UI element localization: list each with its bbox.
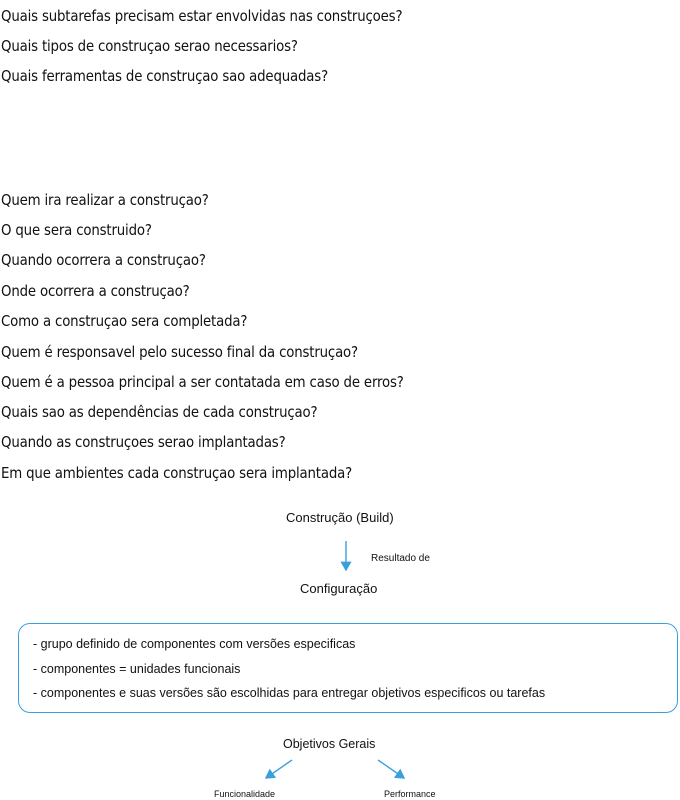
- result-of-label: Resultado de: [371, 553, 430, 564]
- question-line: Como a construçao sera completada?: [1, 312, 248, 330]
- question-line: Quando ocorrera a construçao?: [1, 251, 206, 269]
- question-line: Quais tipos de construçao serao necessarios?: [1, 37, 298, 55]
- right-goal-arrow: [378, 760, 404, 778]
- build-label: Construção (Build): [286, 510, 394, 525]
- goals-label: Objetivos Gerais: [283, 737, 376, 751]
- question-line: O que sera construido?: [1, 221, 152, 239]
- question-line: Quais ferramentas de construçao sao adequadas?: [1, 67, 328, 85]
- question-line: Quem é a pessoa principal a ser contatada em caso de erros?: [1, 373, 404, 391]
- box-line: - grupo definido de componentes com versões especificas: [33, 637, 356, 651]
- question-line: Quais sao as dependências de cada construçao?: [1, 403, 318, 421]
- box-line: - componentes = unidades funcionais: [33, 662, 241, 676]
- goal-performance: Performance: [384, 789, 436, 799]
- question-line: Em que ambientes cada construçao sera implantada?: [1, 464, 353, 482]
- left-goal-arrow: [266, 760, 292, 778]
- question-line: Quando as construçoes serao implantadas?: [1, 433, 286, 451]
- config-label: Configuração: [300, 581, 378, 596]
- question-line: Quem ira realizar a construçao?: [1, 191, 209, 209]
- question-line: Quais subtarefas precisam estar envolvidas nas construçoes?: [1, 7, 403, 25]
- question-line: Onde ocorrera a construçao?: [1, 282, 190, 300]
- box-line: - componentes e suas versões são escolhidas para entregar objetivos especificos ou tarefas: [33, 686, 546, 700]
- question-line: Quem é responsavel pelo sucesso final da construçao?: [1, 343, 358, 361]
- goal-functionality: Funcionalidade: [214, 789, 276, 799]
